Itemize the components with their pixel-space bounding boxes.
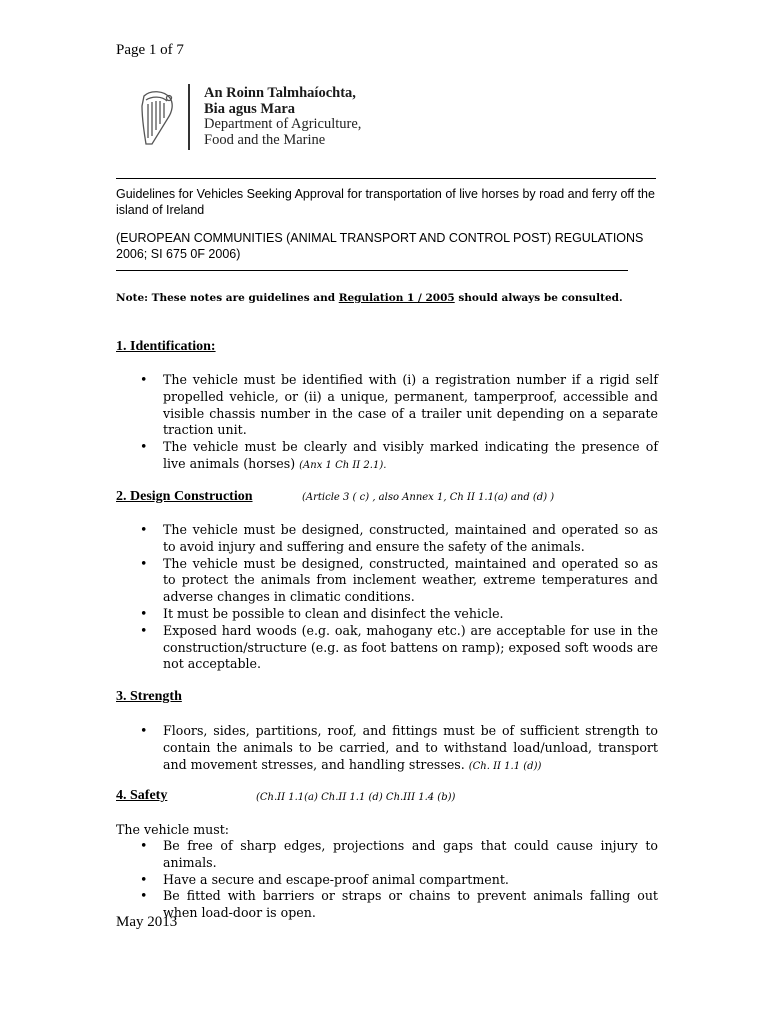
list-item: • The vehicle must be identified with (i) a registration number if a rigid self propelled vehicle, or (ii) a unique, permanent, tamperproof, accessible and visible chassis number in the case of a trailer unit depending on a separate traction unit. — [138, 372, 658, 439]
note — [116, 292, 623, 304]
section-4-reference: (Ch.II 1.1(a) Ch.II 1.1 (d) Ch.III 1.4 (b)) — [256, 792, 456, 803]
harp-icon — [136, 88, 176, 148]
intro-rule — [116, 270, 628, 271]
list-item: • Be fitted with barriers or straps or chains to prevent animals falling out when load-door is open. — [138, 888, 658, 922]
list-item: • The vehicle must be designed, constructed, maintained and operated so as to avoid injury and suffering and ensure the safety of the animals. — [138, 522, 658, 556]
list-item: • It must be possible to clean and disinfect the vehicle. — [138, 606, 658, 623]
list-item: • Floors, sides, partitions, roof, and fittings must be of sufficient strength to contain the animals to be carried, and to withstand load/unload, transport and movement stresses, and handling stresses. (Ch. II 1.1 (d)) — [138, 723, 658, 775]
note-post: should always be consulted. — [454, 292, 623, 304]
section-2-reference: (Article 3 ( c) , also Annex 1, Ch II 1.1(a) and (d) ) — [302, 492, 555, 503]
list-item: • Be free of sharp edges, projections and gaps that could cause injury to animals. — [138, 838, 658, 872]
section-4-heading: 4. Safety — [116, 788, 168, 803]
section-1-heading: 1. Identification: — [116, 339, 216, 354]
document-title: Guidelines for Vehicles Seeking Approval for transportation of live horses by road and ferry off the island of Ireland — [116, 187, 655, 217]
section-2-list — [138, 522, 658, 673]
note-pre: Note: These notes are guidelines and — [116, 292, 339, 304]
dept-line-4: Food and the Marine — [204, 131, 326, 148]
top-rule — [116, 178, 656, 179]
list-item: • Have a secure and escape-proof animal compartment. — [138, 872, 658, 889]
citation: (Anx 1 Ch II 2.1). — [299, 459, 387, 471]
section-4-lead: The vehicle must: — [116, 822, 230, 837]
logo-divider — [188, 84, 190, 150]
department-logo — [130, 84, 390, 152]
dept-line-2: Bia agus Mara — [204, 100, 296, 117]
footer-date: May 2013 — [116, 914, 178, 930]
section-4-list — [138, 838, 658, 922]
regulation-reference: (EUROPEAN COMMUNITIES (ANIMAL TRANSPORT AND CONTROL POST) REGULATIONS 2006; SI 675 0F 2006) — [116, 231, 644, 261]
section-3-heading: 3. Strength — [116, 689, 182, 704]
list-item: • The vehicle must be clearly and visibly marked indicating the presence of live animals (horses) (Anx 1 Ch II 2.1). — [138, 439, 658, 475]
regulation-link: Regulation 1 / 2005 — [338, 292, 455, 304]
list-item: • The vehicle must be designed, constructed, maintained and operated so as to protect the animals from inclement weather, extreme temperatures and adverse changes in climatic conditions. — [138, 556, 658, 606]
list-item: • Exposed hard woods (e.g. oak, mahogany etc.) are acceptable for use in the construction/structure (e.g. as foot battens on ramp); exposed soft woods are not acceptable. — [138, 623, 658, 673]
department-name — [204, 86, 361, 148]
section-3-list — [138, 723, 658, 775]
citation: (Ch. II 1.1 (d)) — [468, 760, 542, 772]
page-number: Page 1 of 7 — [116, 42, 184, 58]
dept-line-3: Department of Agriculture, — [204, 116, 362, 132]
section-1-list — [138, 372, 658, 475]
dept-line-1: An Roinn Talmhaíochta, — [204, 85, 356, 101]
section-2-heading: 2. Design Construction — [116, 489, 253, 504]
